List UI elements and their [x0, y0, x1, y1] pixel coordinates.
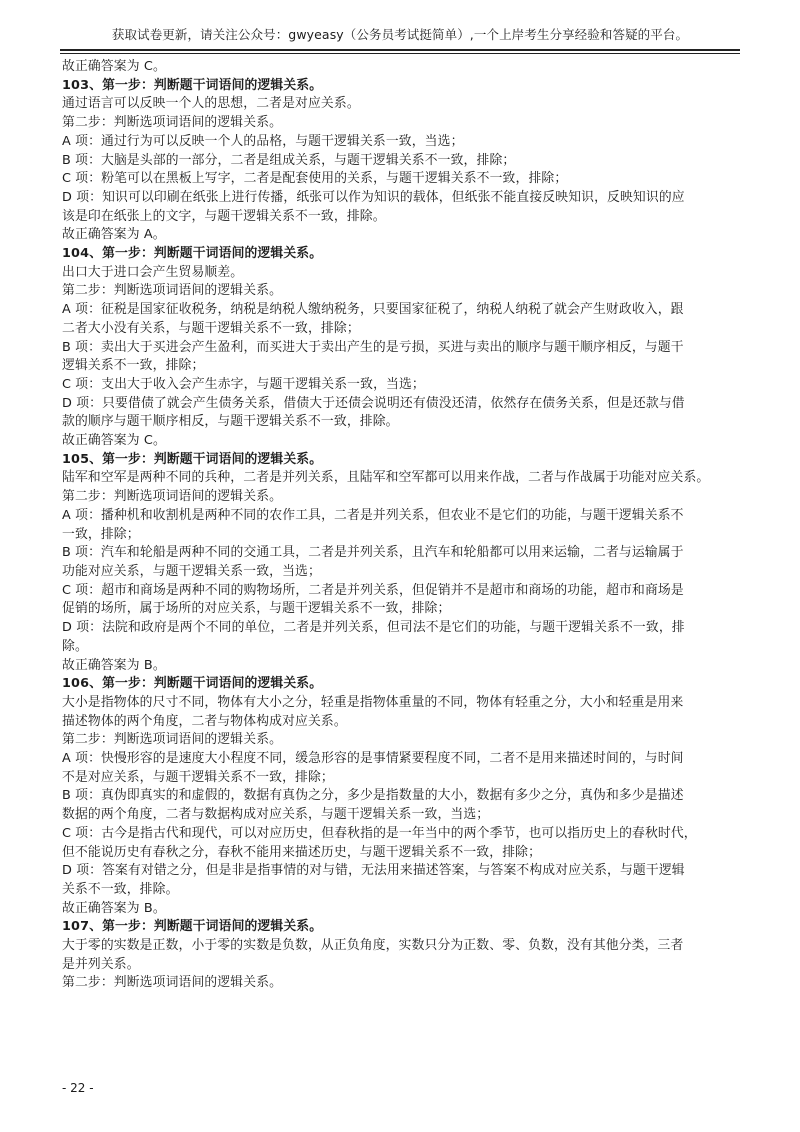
question-heading: 103、第一步：判断题干词语间的逻辑关系。: [62, 77, 323, 93]
text-line: 是并列关系。: [62, 956, 140, 972]
question-heading: 106、第一步：判断题干词语间的逻辑关系。: [62, 676, 323, 692]
text-line: A 项：播种机和收割机是两种不同的农作工具，二者是并列关系，但农业不是它们的功能，与题干逻辑关系不: [62, 507, 684, 523]
text-line: B 项：汽车和轮船是两种不同的交通工具，二者是并列关系，且汽车和轮船都可以用来运输，二者与运输属于: [62, 545, 684, 561]
text-line: 第二步：判断选项词语间的逻辑关系。: [62, 283, 283, 299]
text-line: 第二步：判断选项词语间的逻辑关系。: [62, 732, 283, 748]
text-line: 通过语言可以反映一个人的思想，二者是对应关系。: [62, 96, 360, 112]
text-line: 故正确答案为 C。: [62, 59, 166, 74]
text-line: B 项：大脑是头部的一部分，二者是组成关系，与题干逻辑关系不一致，排除；: [62, 152, 516, 168]
text-line: A 项：通过行为可以反映一个人的品格，与题干逻辑关系一致，当选；: [62, 133, 464, 149]
text-line: 该是印在纸张上的文字，与题干逻辑关系不一致，排除。: [62, 208, 386, 224]
text-line: B 项：卖出大于买进会产生盈利，而买进大于卖出产生的是亏损，买进与卖出的顺序与题干顺序相反，与题干: [62, 339, 684, 355]
text-line: 第二步：判断选项词语间的逻辑关系。: [62, 115, 283, 131]
text-line: 大于零的实数是正数，小于零的实数是负数，从正负角度，实数只分为正数、零、负数，没有其他分类，三者: [62, 938, 684, 954]
text-line: 陆军和空军是两种不同的兵种，二者是并列关系，且陆军和空军都可以用来作战，二者与作战属于功能对应关系。: [62, 470, 710, 486]
text-line: C 项：超市和商场是两种不同的购物场所，二者是并列关系，但促销并不是超市和商场的功能，超市和商场是: [62, 582, 684, 598]
text-line: 逻辑关系不一致，排除；: [62, 358, 205, 374]
text-line: D 项：法院和政府是两个不同的单位，二者是并列关系，但司法不是它们的功能，与题干逻辑关系不一致，排: [62, 620, 685, 636]
text-line: C 项：粉笔可以在黑板上写字，二者是配套使用的关系，与题干逻辑关系不一致，排除；: [62, 171, 568, 187]
text-line: 关系不一致，排除。: [62, 881, 179, 897]
text-line: D 项：只要借债了就会产生债务关系，借债大于还债会说明还有债没还清，依然存在债务关系，但是还款与借: [62, 395, 685, 411]
text-line: D 项：知识可以印刷在纸张上进行传播，纸张可以作为知识的载体，但纸张不能直接反映知识，反映知识的应: [62, 189, 685, 205]
text-line: 描述物体的两个角度，二者与物体构成对应关系。: [62, 713, 347, 729]
text-line: 第二步：判断选项词语间的逻辑关系。: [62, 975, 283, 991]
text-line: 第二步：判断选项词语间的逻辑关系。: [62, 489, 283, 505]
text-line: 但不能说历史有春秋之分，春秋不能用来描述历史，与题干逻辑关系不一致，排除；: [62, 844, 542, 860]
text-line: 故正确答案为 B。: [62, 657, 166, 673]
text-line: 故正确答案为 A。: [62, 227, 166, 243]
text-line: 二者大小没有关系，与题干逻辑关系不一致，排除；: [62, 320, 360, 336]
page-header: 获取试卷更新，请关注公众号：gwyeasy（公务员考试挺简单）,一个上岸考生分享经验和答疑的平台。: [111, 27, 689, 42]
text-line: D 项：答案有对错之分，但是非是指事情的对与错，无法用来描述答案，与答案不构成对应关系，与题干逻辑: [62, 863, 685, 879]
text-line: 促销的场所，属于场所的对应关系，与题干逻辑关系不一致，排除；: [62, 601, 451, 617]
text-line: C 项：古今是指古代和现代，可以对应历史，但春秋指的是一年当中的两个季节，也可以指历史上的春秋时代，: [62, 825, 697, 841]
text-line: A 项：快慢形容的是速度大小程度不同，缓急形容的是事情紧要程度不同，二者不是用来描述时间的，与时间: [62, 751, 684, 767]
question-heading: 105、第一步：判断题干词语间的逻辑关系。: [62, 451, 323, 467]
text-line: 数据的两个角度，二者与数据构成对应关系，与题干逻辑关系一致，当选；: [62, 807, 490, 823]
text-line: 大小是指物体的尺寸不同，物体有大小之分，轻重是指物体重量的不同，物体有轻重之分，大小和轻重是用来: [62, 694, 684, 710]
text-line: 故正确答案为 B。: [62, 900, 166, 916]
text-line: C 项：支出大于收入会产生赤字，与题干逻辑关系一致，当选；: [62, 376, 425, 392]
text-line: 出口大于进口会产生贸易顺差。: [62, 264, 244, 280]
answer-explanations: [62, 58, 738, 993]
text-line: 款的顺序与题干顺序相反，与题干逻辑关系不一致，排除。: [62, 414, 399, 430]
text-line: B 项：真伪即真实的和虚假的，数据有真伪之分，多少是指数量的大小，数据有多少之分，真伪和多少是描述: [62, 788, 684, 804]
text-line: 不是对应关系，与题干逻辑关系不一致，排除；: [62, 769, 334, 785]
text-line: A 项：征税是国家征收税务，纳税是纳税人缴纳税务，只要国家征税了，纳税人纳税了就会产生财政收入，跟: [62, 302, 684, 318]
header-rule-thin: [60, 53, 740, 54]
header-rule-thick: [60, 49, 740, 51]
text-line: 功能对应关系，与题干逻辑关系一致，当选；: [62, 563, 321, 579]
question-heading: 107、第一步：判断题干词语间的逻辑关系。: [62, 919, 323, 935]
text-line: 除。: [62, 638, 88, 654]
text-line: 一致，排除；: [62, 526, 140, 542]
text-line: 故正确答案为 C。: [62, 433, 166, 449]
page-number: - 22 -: [62, 1081, 94, 1095]
question-heading: 104、第一步：判断题干词语间的逻辑关系。: [62, 246, 323, 262]
